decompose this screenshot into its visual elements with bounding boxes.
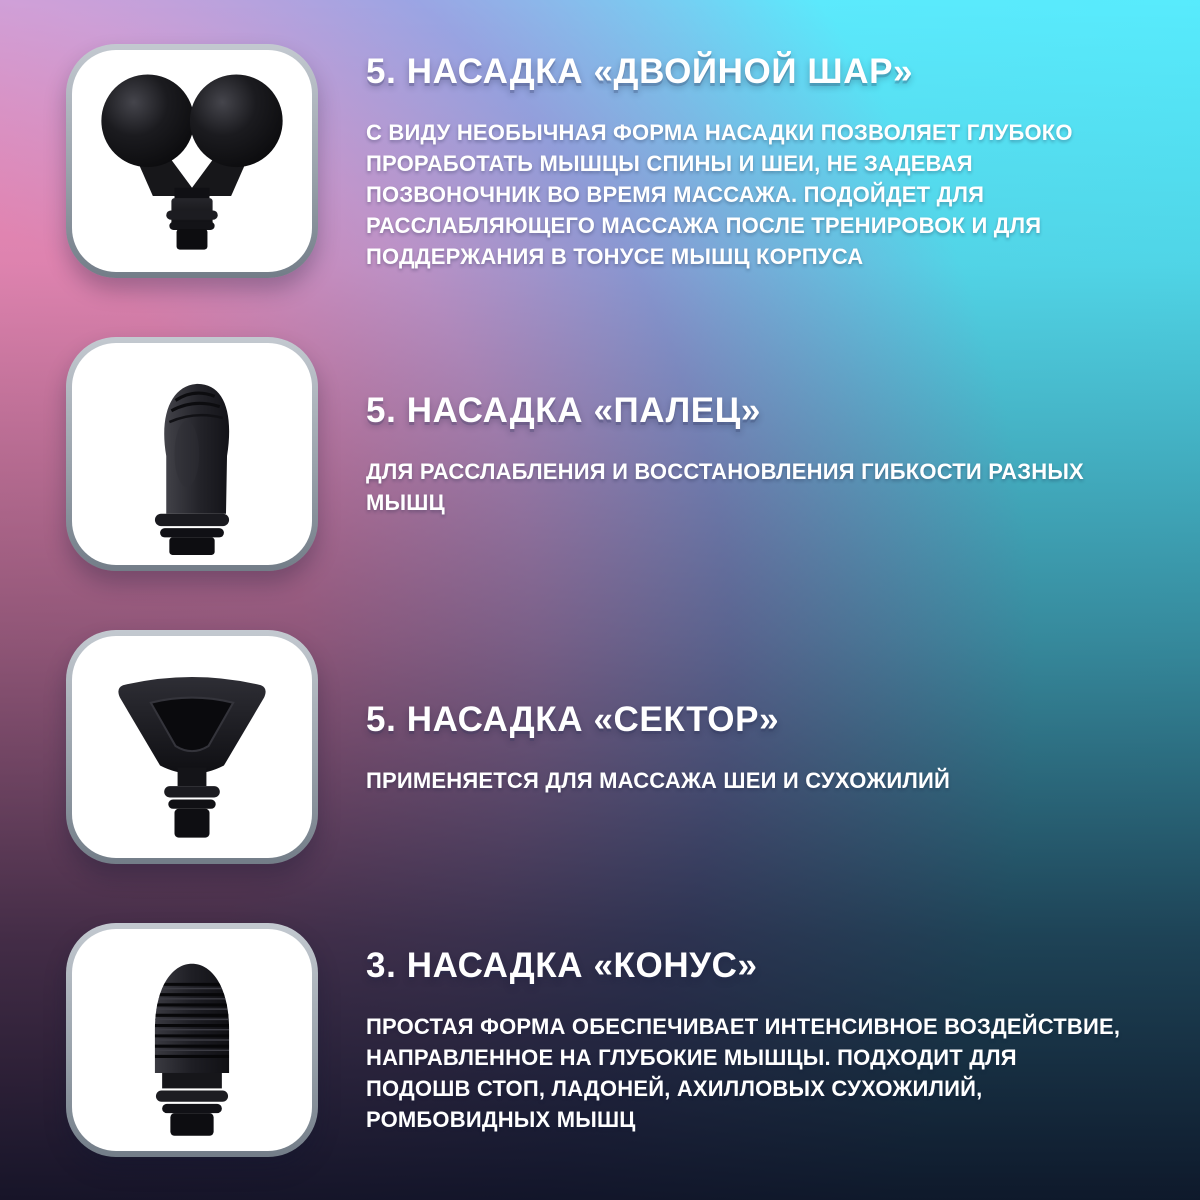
section-text-block	[366, 699, 1126, 796]
section-text-block	[366, 390, 1126, 518]
section-text-block	[366, 51, 1126, 272]
attachment-card	[66, 44, 318, 278]
attachment-photo-frame	[72, 929, 312, 1151]
section-title: 5. НАСАДКА «ПАЛЕЦ»	[366, 391, 761, 430]
section-description: С ВИДУ НЕОБЫЧНАЯ ФОРМА НАСАДКИ ПОЗВОЛЯЕТ ГЛУБОКО ПРОРАБОТАТЬ МЫШЦЫ СПИНЫ И ШЕИ, НЕ ЗАДЕВАЯ ПОЗВОНОЧНИК ВО ВРЕМЯ МАССАЖА. ПОДОЙДЕТ ДЛЯ РАССЛАБЛЯЮЩЕГО МАССАЖА ПОСЛЕ ТРЕНИРОВОК И ДЛЯ ПОДДЕРЖАНИЯ В ТОНУСЕ МЫШЦ КОРПУСА	[366, 119, 1073, 269]
attachment-photo-frame	[72, 636, 312, 858]
attachment-section-sector	[66, 630, 1154, 864]
sector-attachment-icon	[89, 644, 295, 850]
attachment-photo-frame	[72, 50, 312, 272]
attachment-photo-frame	[72, 343, 312, 565]
attachment-card	[66, 630, 318, 864]
section-title: 5. НАСАДКА «СЕКТОР»	[366, 699, 780, 739]
section-description: ДЛЯ РАССЛАБЛЕНИЯ И ВОССТАНОВЛЕНИЯ ГИБКОСТИ РАЗНЫХ МЫШЦ	[366, 459, 1084, 515]
section-description: ПРИМЕНЯЕТСЯ ДЛЯ МАССАЖА ШЕИ И СУХОЖИЛИЙ	[366, 767, 951, 793]
section-description: ПРОСТАЯ ФОРМА ОБЕСПЕЧИВАЕТ ИНТЕНСИВНОЕ ВОЗДЕЙСТВИЕ, НАПРАВЛЕННОЕ НА ГЛУБОКИЕ МЫШЦЫ. ПОДХОДИТ ДЛЯ ПОДОШВ СТОП, ЛАДОНЕЙ, АХИЛЛОВЫХ СУХОЖИЛИЙ, РОМБОВИДНЫХ МЫШЦ	[366, 1014, 1121, 1132]
attachment-section-finger	[66, 337, 1154, 571]
finger-attachment-icon	[89, 351, 295, 557]
attachment-section-cone	[66, 923, 1154, 1157]
double-ball-attachment-icon	[89, 58, 295, 264]
attachment-section-double-ball	[66, 44, 1154, 278]
section-text-block	[366, 945, 1126, 1135]
section-title: 3. НАСАДКА «КОНУС»	[366, 946, 758, 985]
attachment-card	[66, 923, 318, 1157]
section-title: 5. НАСАДКА «ДВОЙНОЙ ШАР»	[366, 51, 914, 91]
cone-attachment-icon	[89, 937, 295, 1143]
attachment-card	[66, 337, 318, 571]
